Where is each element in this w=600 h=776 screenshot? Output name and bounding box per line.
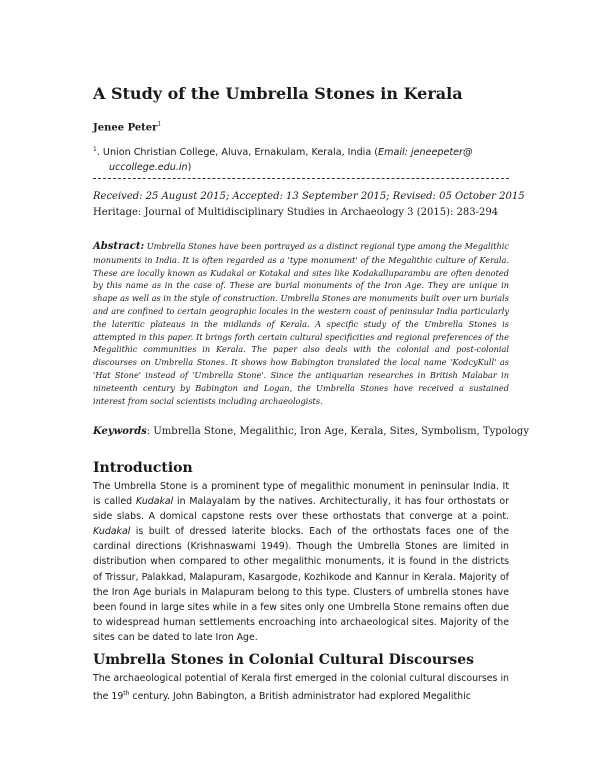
- journal-citation: Heritage: Journal of Multidisciplinary Studies in Archaeology 3 (2015): 283-294: [93, 207, 499, 218]
- keywords-label: Keywords: [93, 426, 147, 437]
- intro-text-2: in Malayalam by the natives. Architecturally, it has four orthostats or side slabs. A domical capstone rests over these orthostats that converge at a point.: [93, 496, 509, 523]
- intro-term-kudakal: Kudakal: [135, 496, 174, 508]
- introduction-heading: Introduction: [93, 460, 193, 476]
- affiliation-mark: 1: [93, 146, 97, 153]
- introduction-paragraph: [93, 479, 509, 645]
- abstract-label: Abstract: [93, 241, 141, 252]
- intro-text-1: The Umbrella Stone is a prominent type of megalithic monument in peninsular India. It is called: [93, 481, 509, 508]
- intro-term-kudakal-2: Kudakal: [93, 526, 131, 538]
- affiliation-email-label: Email: jeneepeter@: [378, 147, 473, 159]
- affiliation-email-domain: uccollege.edu.in: [109, 162, 188, 174]
- author-footnote-mark: 1: [157, 121, 162, 128]
- author-line: [93, 121, 161, 133]
- affiliation-close: ): [187, 162, 192, 174]
- colonial-paragraph: [93, 671, 509, 704]
- abstract: Abstract: Umbrella Stones have been portrayed as a distinct regional type among the Megalithic monuments in India. It is often regarded as a 'type monument' of the Megalithic culture of Kerala. These are locally known as Kudakal or Kotakal and sites like Kodakalluparambu are often denoted by this name as in the case of. These are burial monuments of the Iron Age. They are unique in shape as well as in the style of construction. Umbrella Stones are monuments built over urn burials and are confined to certain geographic locales in the western coast of peninsular India particularly the lateritic plateaus in the midlands of Kerala. A specific study of the Umbrella Stones is attempted in this paper. It brings forth certain cultural specificities and regional preferences of the Megalithic communities in Kerala. The paper also deals with the colonial and post-colonial discourses on Umbrella Stones. It shows how Babington translated the local name 'KodcyKull' as 'Hat Stone' instead of 'Umbrella Stone'. Since the antiquarian researches in British Malabar in nineteenth century by Babington and Logan, the Umbrella Stones have received a sustained interest from social scientists including archaeologists.: [93, 241, 509, 406]
- affiliation-text: . Union Christian College, Aluva, Ernakulam, Kerala, India (: [96, 147, 379, 159]
- divider: [93, 178, 509, 179]
- received-dates: Received: 25 August 2015; Accepted: 13 September 2015; Revised: 05 October 2015: [93, 191, 525, 202]
- intro-text-3: is built of dressed laterite blocks. Each of the orthostats faces one of the cardinal directions (Krishnaswami 1949). Though the Umbrella Stones are limited in distribution when compared to other megalithic monuments, it is found in the districts of Trissur, Palakkad, Malapuram, Kasargode, Kozhikode and Kannur in Kerala. Majority of the Iron Age burials in Malapuram belong to this type. Clusters of umbrella stones have been found in large sites while in a few sites only one Umbrella Stone remains often due to widespread human settlements encroaching into archaeological sites. Majority of the sites can be dated to late Iron Age.: [93, 526, 509, 643]
- keywords-text: : Umbrella Stone, Megalithic, Iron Age, Kerala, Sites, Symbolism, Typology: [146, 426, 529, 437]
- colonial-text-2: century. John Babington, a British administrator had explored Megalithic: [129, 691, 471, 703]
- affiliation: [93, 142, 509, 175]
- colonial-superscript: th: [123, 690, 130, 698]
- abstract-text: Umbrella Stones have been portrayed as a distinct regional type among the Megalithic monuments in India. It is often regarded as a 'type monument' of the Megalithic culture of Kerala. These are locally known as Kudakal or Kotakal and sites like Kodakalluparambu are often denoted by this name as in the case of. These are burial monuments of the Iron Age. They are unique in shape as well as in the style of construction. Umbrella Stones are monuments built over urn burials and are confined to certain geographic locales in the western coast of peninsular India particularly the lateritic plateaus in the midlands of Kerala. A specific study of the Umbrella Stones is attempted in this paper. It brings forth certain cultural specificities and regional preferences of the Megalithic communities in Kerala. The paper also deals with the colonial and post-colonial discourses on Umbrella Stones. It shows how Babington translated the local name 'KodcyKull' as 'Hat Stone' instead of 'Umbrella Stone'. Since the antiquarian researches in British Malabar in nineteenth century by Babington and Logan, the Umbrella Stones have received a sustained interest from social scientists including archaeologists.: [93, 241, 509, 406]
- paper-title: A Study of the Umbrella Stones in Kerala: [93, 84, 463, 103]
- colonial-heading: Umbrella Stones in Colonial Cultural Discourses: [93, 652, 475, 668]
- keywords: [93, 426, 529, 437]
- colonial-text-1: The archaeological potential of Kerala first emerged in the colonial cultural discourses in the 19: [93, 673, 509, 703]
- author-name: Jenee Peter: [93, 122, 158, 134]
